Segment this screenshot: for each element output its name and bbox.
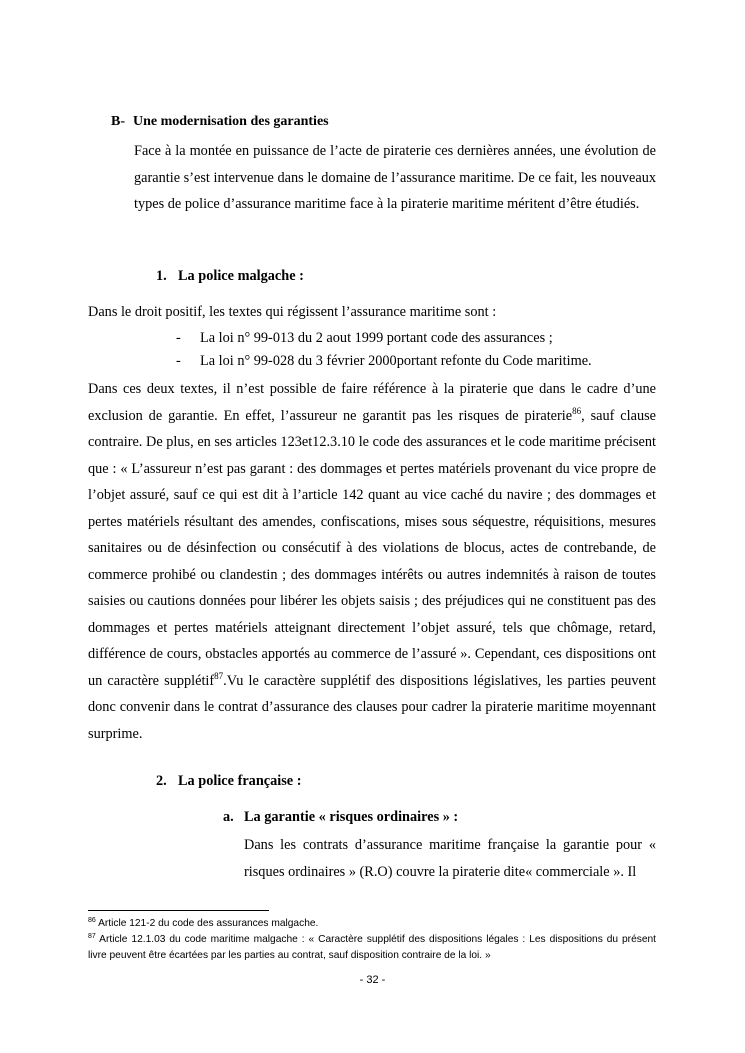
- subsection-1-heading: [156, 268, 304, 285]
- law-list: [176, 330, 592, 376]
- section-letter: B-: [111, 114, 125, 129]
- list-dash: -: [176, 353, 181, 369]
- body-text-part-3: .Vu le caractère supplétif des dispositions législatives, les parties peuvent donc convenir dans le contrat d’assurance des clauses pour cadrer la piraterie maritime moyennant surprime.: [88, 672, 656, 742]
- page-number: - 32 -: [359, 974, 386, 986]
- footnote-87: [88, 932, 656, 964]
- footnote-number: 86: [88, 917, 96, 924]
- subsection-2-title: La police française :: [178, 773, 302, 789]
- body-text-part-1: Dans ces deux textes, il n’est possible de faire référence à la piraterie que dans le cadre d’une exclusion de garantie. En effet, l’assureur ne garantit pas les risques de piraterie: [88, 381, 656, 424]
- subsection-1-number: 1.: [156, 268, 167, 284]
- section-intro-paragraph: Face à la montée en puissance de l’acte de piraterie ces dernières années, une évolution de garantie s’est intervenue dans le domaine de l’assurance maritime. De ce fait, les nouveaux types de police d’assurance maritime face à la piraterie maritime méritent d’être étudiés.: [134, 143, 656, 212]
- section-heading: [111, 114, 329, 130]
- footnote-number: 87: [88, 933, 96, 940]
- lead-sentence: Dans le droit positif, les textes qui régissent l’assurance maritime sont :: [88, 304, 497, 320]
- section-title: Une modernisation des garanties: [133, 114, 329, 129]
- footnote-ref-87[interactable]: 87: [214, 670, 224, 681]
- body-text-part-2: , sauf clause contraire. De plus, en ses articles 123et12.3.10 le code des assurances et le code maritime précisent que : « L’assureur n’est pas garant : des dommages et pertes matériels provenant du vice propre de l’objet assuré, sauf ce qui est dit à l’article 142 quant au vice caché du navire ; des dommages et pertes matériels résultant des amendes, confiscations, mises sous séquestre, réquisitions, mesures sanitaires ou de désinfection ou consécutif à des violations de blocus, actes de contrebande, de commerce prohibé ou clandestin ; des dommages intérêts ou autres indemnités à raison de toutes saisies ou cautions données pour libérer les objets saisis ; des préjudices qui ne constituent pas des dommages et pertes matériels atteignant directement l’objet assuré, tels que chômage, retard, différence de cours, obstacles apportés au commerce de l’assuré ». Cependant, ces dispositions ont un caractère supplétif: [88, 407, 657, 689]
- subsubsection-a-letter: a.: [223, 809, 234, 825]
- subsection-2-heading: [156, 773, 302, 790]
- footnote-ref-86[interactable]: 86: [572, 405, 582, 416]
- law-text: La loi n° 99-028 du 3 février 2000portant refonte du Code maritime.: [200, 353, 592, 369]
- law-text: La loi n° 99-013 du 2 aout 1999 portant code des assurances ;: [200, 330, 553, 346]
- footnote-86: [88, 916, 656, 932]
- subsubsection-a-heading: [223, 809, 458, 826]
- footnote-separator: [88, 910, 269, 911]
- list-dash: -: [176, 330, 181, 346]
- footnotes: [88, 916, 656, 964]
- subsubsection-a-paragraph: Dans les contrats d’assurance maritime française la garantie pour « risques ordinaires » (R.O) couvre la piraterie dite« commerciale ». Il: [244, 837, 656, 880]
- footnote-text: Article 12.1.03 du code maritime malgache : « Caractère supplétif des dispositions légales : Les dispositions du présent livre peuvent être écartées par les parties au contrat, sauf disposition contraire de la loi. »: [88, 934, 656, 961]
- subsection-2-number: 2.: [156, 773, 167, 789]
- list-item: [176, 330, 592, 353]
- body-paragraph: [88, 376, 656, 747]
- list-item: [176, 353, 592, 376]
- subsection-1-title: La police malgache :: [178, 268, 304, 284]
- subsubsection-a-title: La garantie « risques ordinaires » :: [244, 809, 459, 825]
- footnote-text: Article 121-2 du code des assurances malgache.: [95, 918, 319, 929]
